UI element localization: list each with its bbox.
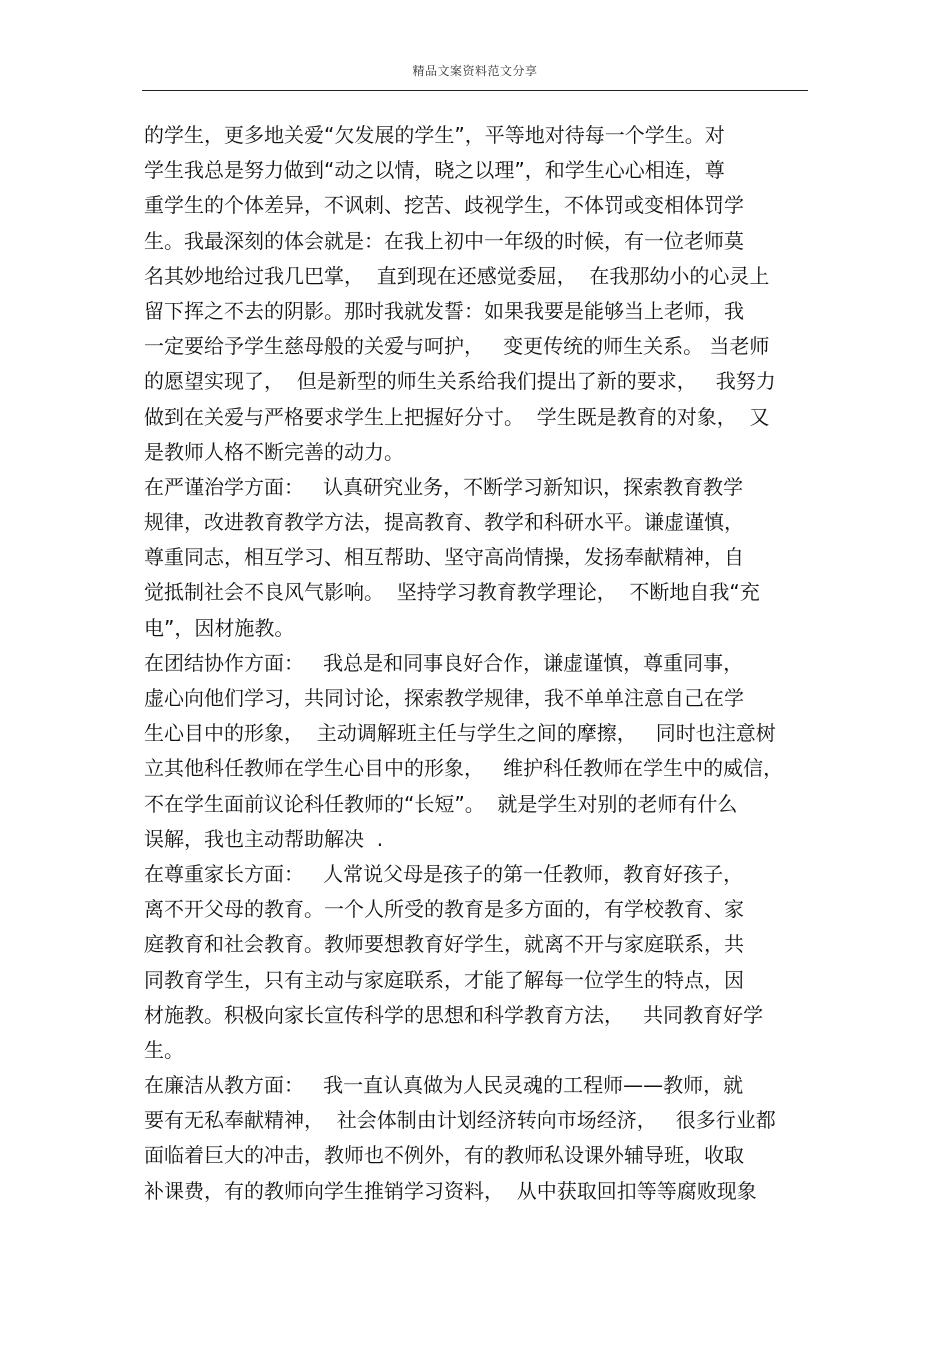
text-line: 要有无私奉献精神， 社会体制由计划经济转向市场经济， 很多行业都 [144,1108,776,1133]
text-line: 的愿望实现了， 但是新型的师生关系给我们提出了新的要求， 我努力 [144,369,776,394]
text-line: 电”，因材施教。 [144,615,295,640]
text-line: 尊重同志，相互学习、相互帮助、坚守高尚情操，发扬奉献精神，自 [144,545,744,570]
text-line: 留下挥之不去的阴影。那时我就发誓：如果我要是能够当上老师，我 [144,298,744,323]
text-line: 学生我总是努力做到“动之以情，晓之以理”，和学生心心相连，尊 [144,158,725,183]
text-line: 虚心向他们学习，共同讨论，探索教学规律，我不单单注意自己在学 [144,686,744,710]
text-line: 生。 [144,1037,184,1062]
text-line: 生心目中的形象， 主动调解班主任与学生之间的摩擦， 同时也注意树 [144,721,776,746]
text-line: 是教师人格不断完善的动力。 [144,439,404,464]
text-line: 做到在关爱与严格要求学生上把握好分寸。 学生既是教育的对象， 又 [144,404,770,429]
text-line: 立其他科任教师在学生心目中的形象， 维护科任教师在学生中的威信， [144,756,784,781]
text-line: 名其妙地给过我几巴掌， 直到现在还感觉委屈， 在我那幼小的心灵上 [144,263,770,288]
text-line: 庭教育和社会教育。教师要想教育好学生，就离不开与家庭联系，共 [144,932,744,957]
text-line: 材施教。积极向家长宣传科学的思想和科学教育方法， 共同教育好学 [144,1002,764,1027]
text-line: 觉抵制社会不良风气影响。 坚持学习教育教学理论， 不断地自我“充 [144,580,760,605]
page-header: 精品文案资料范文分享 [412,64,538,78]
section-heading-line: 在严谨治学方面： 认真研究业务，不断学习新知识，探索教育教学 [144,474,744,499]
text-line: 误解，我也主动帮助解决 . [144,826,384,851]
text-line: 离不开父母的教育。一个人所受的教育是多方面的，有学校教育、家 [144,897,744,922]
text-line: 不在学生面前议论科任教师的“长短”。 就是学生对别的老师有什么 [144,791,738,816]
text-line: 面临着巨大的冲击，教师也不例外，有的教师私设课外辅导班，收取 [144,1143,744,1168]
body-text [144,118,810,1209]
text-line: 生。我最深刻的体会就是：在我上初中一年级的时候，有一位老师莫 [144,228,744,253]
section-heading-line: 在尊重家长方面： 人常说父母是孩子的第一任教师，教育好孩子， [144,861,744,886]
text-line: 一定要给予学生慈母般的关爱与呵护， 变更传统的师生关系。 当老师 [144,334,770,359]
text-line: 的学生，更多地关爱“欠发展的学生”，平等地对待每一个学生。对 [144,123,725,147]
text-line: 补课费，有的教师向学生推销学习资料， 从中获取回扣等等腐败现象 [144,1178,757,1203]
text-line: 重学生的个体差异，不讽刺、挖苦、歧视学生，不体罚或变相体罚学 [144,193,744,218]
text-line: 规律，改进教育教学方法，提高教育、教学和科研水平。谦虚谨慎， [144,510,744,535]
text-line: 同教育学生，只有主动与家庭联系，才能了解每一位学生的特点，因 [144,967,744,992]
section-heading-line: 在廉洁从教方面： 我一直认真做为人民灵魂的工程师——教师，就 [144,1073,744,1098]
header-divider [142,90,808,91]
section-heading-line: 在团结协作方面： 我总是和同事良好合作，谦虚谨慎，尊重同事， [144,650,744,675]
